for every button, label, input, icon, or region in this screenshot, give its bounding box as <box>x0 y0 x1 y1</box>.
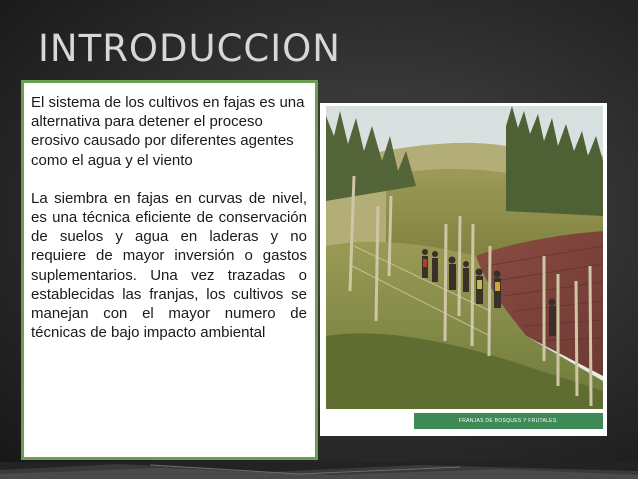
photo-frame <box>320 103 607 436</box>
field-photo <box>326 106 603 409</box>
paragraph-description: La siembra en fajas en curvas de nivel, es una técnica eficiente de conservación de suelos y agua en laderas y no requiere de mayor inversión o gastos suplementarios. Una vez trazadas o establecidas las franjas, los cultivos se manejan con el mayor numero de técnicas de bajo impacto ambiental <box>31 189 307 342</box>
paragraph-intro: El sistema de los cultivos en fajas es una alternativa para detener el proceso erosivo causado por diferentes agentes como el agua y el viento <box>31 94 305 169</box>
photo-caption: FRANJAS DE BOSQUES Y FRUTALES. <box>414 413 603 429</box>
bottom-decoration <box>0 462 638 479</box>
text-box <box>21 80 318 460</box>
slide-title: INTRODUCCION <box>38 27 341 70</box>
